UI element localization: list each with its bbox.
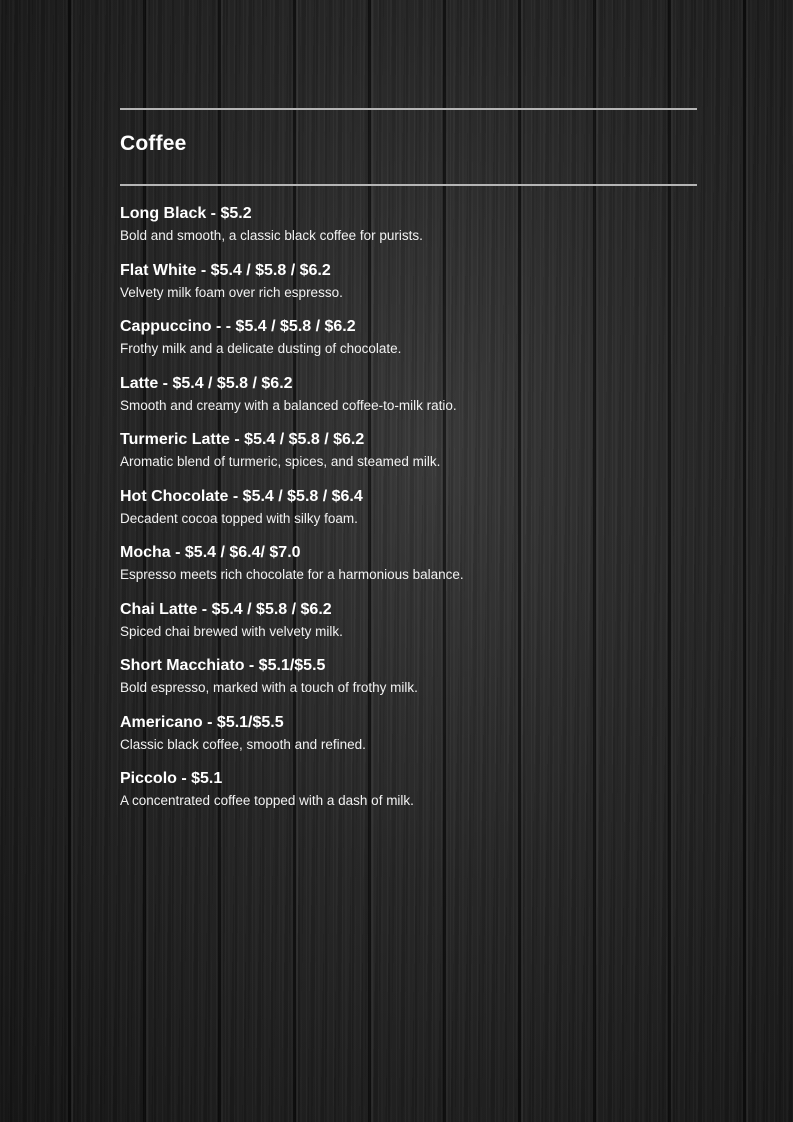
menu-item-title: Cappuccino - - $5.4 / $5.8 / $6.2: [120, 318, 356, 335]
menu-item-cappuccino: [120, 317, 697, 374]
menu-item-title: Hot Chocolate - $5.4 / $5.8 / $6.4: [120, 487, 363, 505]
menu-item-description: Spiced chai brewed with velvety milk.: [120, 623, 343, 639]
menu-item-chai-latte: [120, 600, 697, 657]
menu-item-title: Americano - $5.1/$5.5: [120, 713, 284, 731]
menu-item-list: [120, 204, 697, 826]
menu-item-description: Espresso meets rich chocolate for a harmonious balance.: [120, 567, 464, 582]
menu-item-description: Aromatic blend of turmeric, spices, and steamed milk.: [120, 454, 441, 469]
menu-item-latte: [120, 374, 697, 431]
menu-item-title: Short Macchiato - $5.1/$5.5: [120, 657, 326, 674]
menu-item-title: Latte - $5.4 / $5.8 / $6.2: [120, 374, 293, 392]
menu-item-americano: [120, 713, 697, 770]
menu-item-description: Velvety milk foam over rich espresso.: [120, 284, 343, 300]
menu-item-flat-white: [120, 261, 697, 318]
menu-item-description: Classic black coffee, smooth and refined.: [120, 736, 366, 752]
menu-item-mocha: [120, 543, 697, 600]
menu-item-turmeric-latte: [120, 430, 697, 487]
menu-item-title: Flat White - $5.4 / $5.8 / $6.2: [120, 261, 331, 279]
menu-item-description: Smooth and creamy with a balanced coffee-to-milk ratio.: [120, 397, 457, 413]
top-divider: [120, 108, 697, 110]
menu-item-description: Bold espresso, marked with a touch of frothy milk.: [120, 680, 418, 695]
menu-item-title: Chai Latte - $5.4 / $5.8 / $6.2: [120, 600, 332, 618]
menu-item-piccolo: [120, 769, 697, 826]
title-divider: [120, 184, 697, 186]
menu-item-long-black: [120, 204, 697, 261]
menu-item-description: Frothy milk and a delicate dusting of chocolate.: [120, 341, 402, 356]
menu-item-description: A concentrated coffee topped with a dash of milk.: [120, 793, 414, 808]
menu-item-title: Mocha - $5.4 / $6.4/ $7.0: [120, 544, 301, 561]
section-title: Coffee: [120, 132, 187, 155]
menu-item-title: Long Black - $5.2: [120, 205, 252, 222]
menu-page: [120, 108, 697, 826]
menu-item-hot-chocolate: [120, 487, 697, 544]
menu-item-description: Bold and smooth, a classic black coffee for purists.: [120, 228, 423, 243]
menu-item-title: Piccolo - $5.1: [120, 770, 223, 787]
menu-item-title: Turmeric Latte - $5.4 / $5.8 / $6.2: [120, 431, 365, 448]
menu-item-short-macchiato: [120, 656, 697, 713]
menu-item-description: Decadent cocoa topped with silky foam.: [120, 510, 358, 526]
